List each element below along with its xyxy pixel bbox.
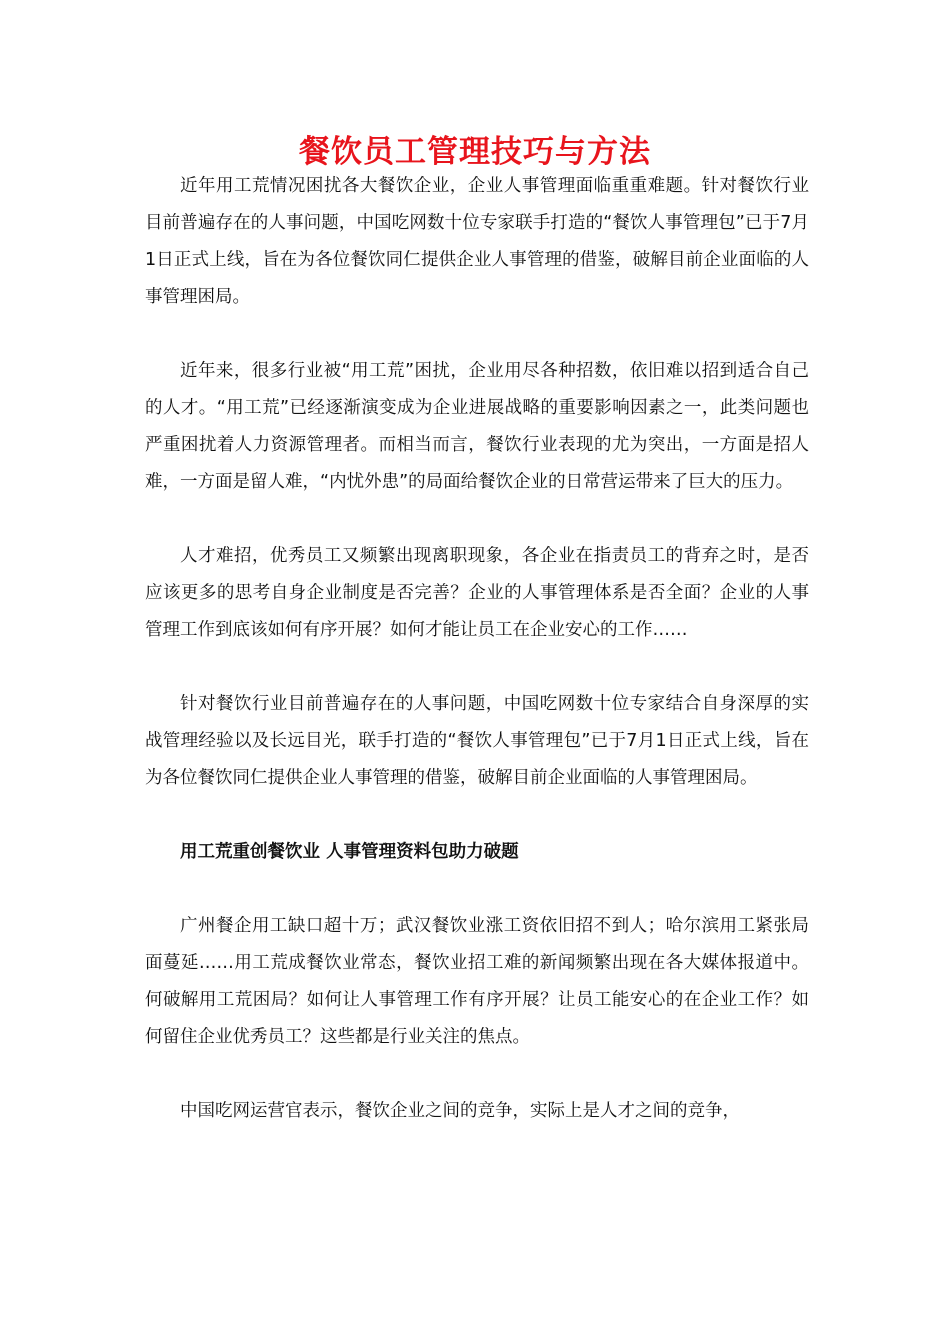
paragraph-6: 中国吃网运营官表示，餐饮企业之间的竞争，实际上是人才之间的竞争， (180, 1101, 740, 1121)
paragraph-4: 针对餐饮行业目前普遍存在的人事问题，中国吃网数十位专家结合自身深厚的实战管理经验以及长远目光，联手打造的“餐饮人事管理包”已于7月1日正式上线，旨在为各位餐饮同仁提供企业人事管理的借鉴，破解目前企业面临的人事管理困局。 (145, 694, 809, 788)
section-subheading: 用工荒重创餐饮业 人事管理资料包助力破题 (180, 842, 519, 862)
paragraph-3: 人才难招，优秀员工又频繁出现离职现象，各企业在指责员工的背弃之时，是否应该更多的思考自身企业制度是否完善？企业的人事管理体系是否全面？企业的人事管理工作到底该如何有序开展？如何才能让员工在企业安心的工作…… (145, 546, 809, 640)
document-title: 餐饮员工管理技巧与方法 (299, 134, 651, 170)
document-body (145, 168, 809, 1167)
paragraph-5: 广州餐企用工缺口超十万；武汉餐饮业涨工资依旧招不到人；哈尔滨用工紧张局面蔓延……用工荒成餐饮业常态，餐饮业招工难的新闻频繁出现在各大媒体报道中。何破解用工荒困局？如何让人事管理工作有序开展？让员工能安心的在企业工作？如何留住企业优秀员工？这些都是行业关注的焦点。 (145, 916, 809, 1047)
paragraph-2: 近年来，很多行业被“用工荒”困扰，企业用尽各种招数，依旧难以招到适合自己的人才。“用工荒”已经逐渐演变成为企业进展战略的重要影响因素之一，此类问题也严重困扰着人力资源管理者。而相当而言，餐饮行业表现的尤为突出，一方面是招人难，一方面是留人难，“内忧外患”的局面给餐饮企业的日常营运带来了巨大的压力。 (145, 361, 809, 492)
paragraph-1: 近年用工荒情况困扰各大餐饮企业，企业人事管理面临重重难题。针对餐饮行业目前普遍存在的人事问题，中国吃网数十位专家联手打造的“餐饮人事管理包”已于7月1日正式上线，旨在为各位餐饮同仁提供企业人事管理的借鉴，破解目前企业面临的人事管理困局。 (145, 176, 809, 307)
